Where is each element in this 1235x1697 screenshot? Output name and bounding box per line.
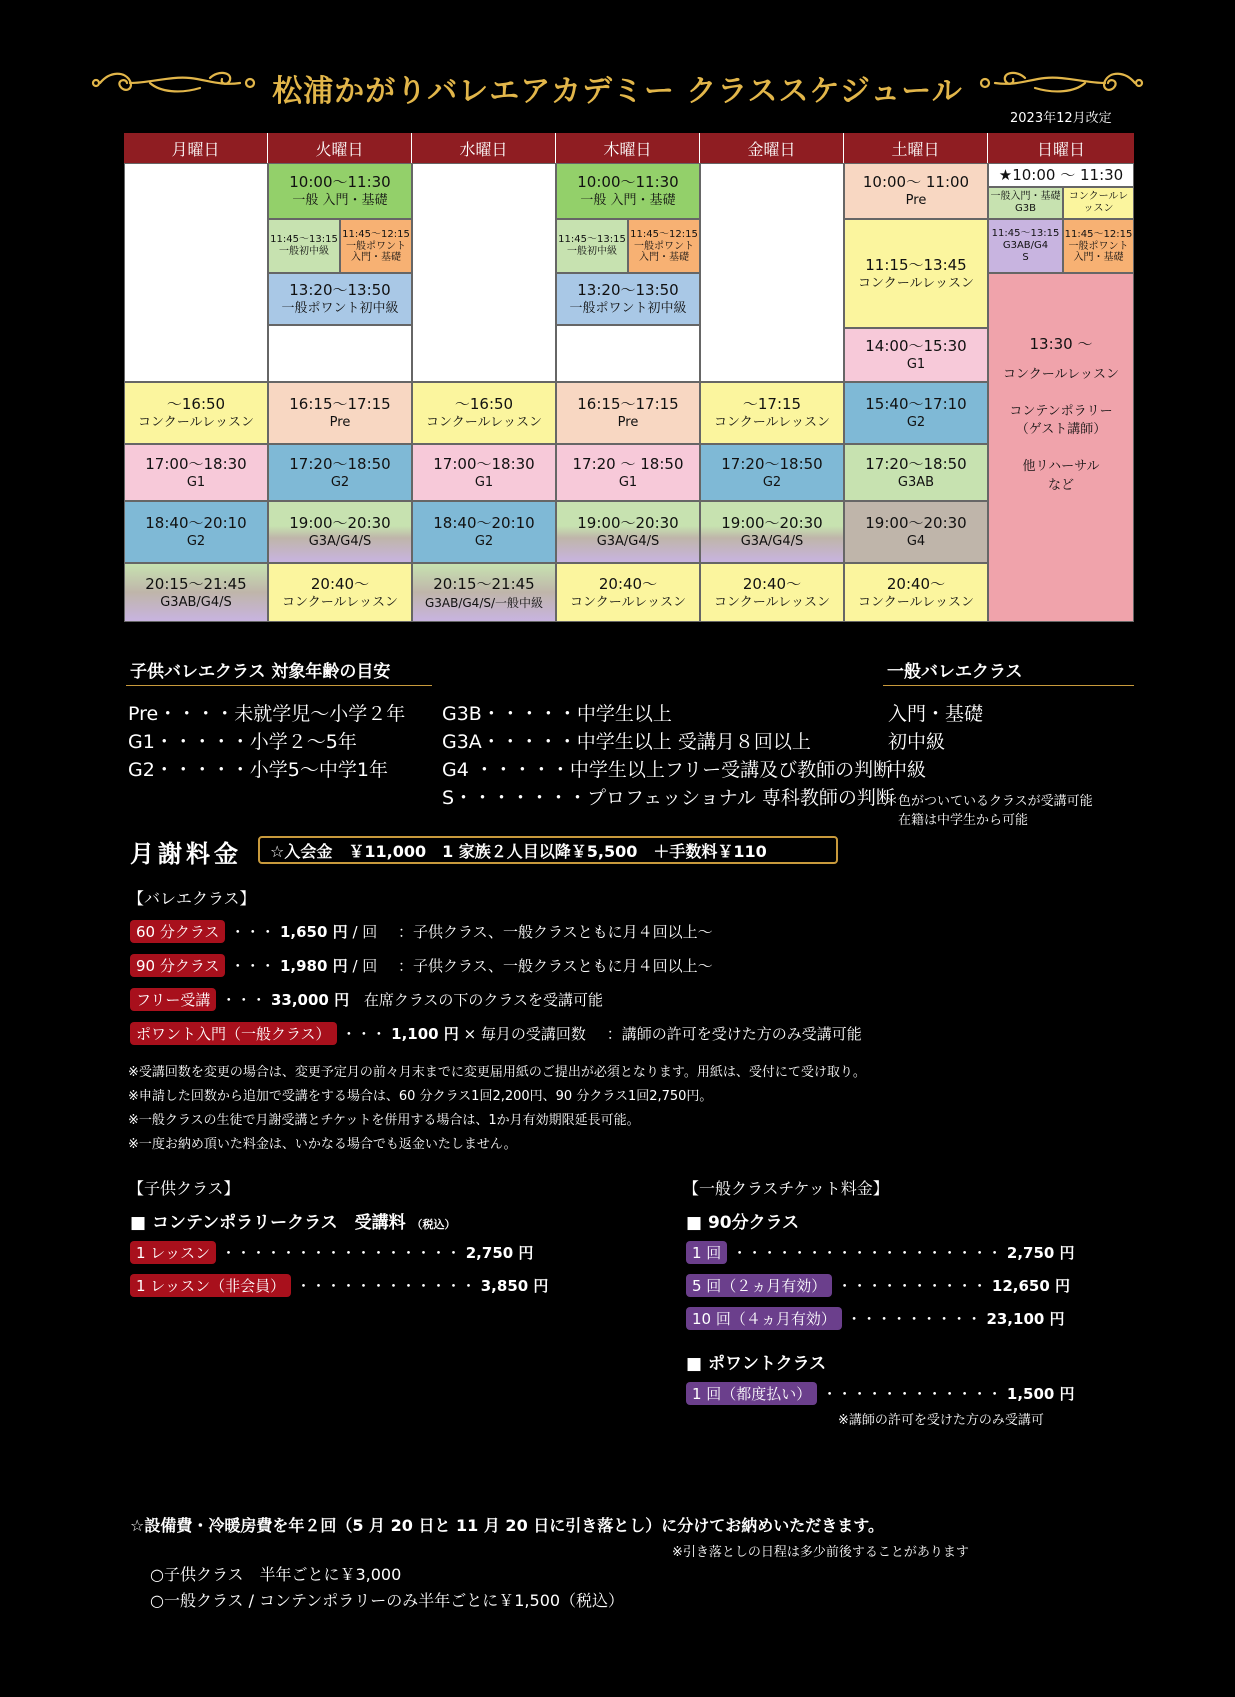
ticket-tag: 1 回 xyxy=(686,1241,727,1264)
kids-fee-row-1 xyxy=(130,1241,533,1264)
fri-class-1 xyxy=(700,382,844,444)
sat-class-b xyxy=(844,219,988,328)
ticket-price: 23,100 円 xyxy=(986,1310,1065,1328)
fee-note: ※一度お納め頂いた料金は、いかなる場合でも返金いたしません。 xyxy=(128,1137,517,1152)
ticket-price: 2,750 円 xyxy=(1006,1244,1075,1262)
class-time: ★10:00 ～ 11:30 xyxy=(998,165,1124,184)
ticket-tag: 10 回（４ヵ月有効） xyxy=(686,1307,842,1330)
ticket-note: ※講師の許可を受けた方のみ受講可 xyxy=(838,1413,1044,1428)
age-row: G3B・・・・・中学生以上 xyxy=(442,703,672,725)
day-header-thu: 木曜日 xyxy=(556,133,700,163)
kids-ages-left xyxy=(128,700,405,784)
fee-note: ※申請した回数から追加で受講をする場合は、60 分クラス1回2,200円、90 分クラス1回2,750円。 xyxy=(128,1089,713,1104)
thu-class-f xyxy=(556,501,700,563)
class-label: 一般ポワント初中級 xyxy=(569,301,687,317)
class-time: 11:45～13:15 xyxy=(270,234,338,245)
tue-class-b1 xyxy=(268,219,340,273)
adult-title: 一般バレエクラス xyxy=(887,662,1023,682)
mon-class-2 xyxy=(124,444,268,501)
tue-class-d xyxy=(268,382,412,444)
class-label-3: コンテンポラリー xyxy=(1009,403,1113,419)
ticket-row-3 xyxy=(686,1307,1065,1330)
class-label: G2 xyxy=(186,534,206,550)
class-label-2: 入門・基礎 xyxy=(1073,252,1124,263)
class-time: 20:40～ xyxy=(886,574,946,593)
class-time: ～17:15 xyxy=(742,395,802,414)
age-row: S・・・・・・・プロフェッショナル 専科教師の判断 xyxy=(442,787,895,809)
entry-fee-box: ☆入会金 ￥11,000 1 家族２人目以降￥5,500 ＋手数料￥110 xyxy=(258,836,838,864)
class-time: 17:20～18:50 xyxy=(289,454,391,473)
class-label: G3AB/G4 xyxy=(1002,240,1049,251)
kids-class-heading: 【子供クラス】 xyxy=(128,1179,240,1198)
fee-tag: 1 レッスン（非会員） xyxy=(130,1274,291,1297)
fee-tag: フリー受講 xyxy=(130,988,216,1011)
class-time: 17:00～18:30 xyxy=(145,454,247,473)
mon-class-3 xyxy=(124,501,268,563)
adult-level: 中級 xyxy=(888,759,927,781)
sun-class-a2 xyxy=(1063,187,1134,219)
right-ornament-icon xyxy=(975,66,1145,100)
sun-class-b2 xyxy=(1063,219,1134,273)
adult-level: 入門・基礎 xyxy=(888,703,984,725)
fee-row-pointe xyxy=(130,1022,862,1045)
thu-class-c xyxy=(556,273,700,325)
class-label: コンクールレッスン xyxy=(857,275,975,291)
fri-class-2 xyxy=(700,444,844,501)
class-time: 16:15～17:15 xyxy=(289,395,391,414)
wed-class-1 xyxy=(412,382,556,444)
mon-class-4 xyxy=(124,563,268,622)
tue-class-e xyxy=(268,444,412,501)
fee-note: ※受講回数を変更の場合は、変更予定月の前々月末までに変更届用紙のご提出が必須となります。用紙は、受付にて受け取り。 xyxy=(128,1065,866,1080)
fri-class-4 xyxy=(700,563,844,622)
fee-tag: ポワント入門（一般クラス） xyxy=(130,1022,337,1045)
class-label: 一般ポワント xyxy=(346,240,406,252)
age-row: Pre・・・・未就学児～小学２年 xyxy=(128,703,406,725)
ticket-tag: 5 回（２ヵ月有効） xyxy=(686,1274,832,1297)
wed-empty xyxy=(412,163,556,382)
class-label: 一般初中級 xyxy=(567,246,617,257)
class-label: G3A/G4/S xyxy=(308,534,372,550)
age-row: G2・・・・・小学5～中学1年 xyxy=(128,759,388,781)
wed-class-3 xyxy=(412,501,556,563)
fee-price: 1,650 円 xyxy=(279,923,348,941)
class-time: 13:20～13:50 xyxy=(577,281,679,300)
class-label: G3A/G4/S xyxy=(596,534,660,550)
sun-class-a xyxy=(988,163,1134,187)
facility-note: ※引き落としの日程は多少前後することがあります xyxy=(672,1545,969,1560)
class-label-2: G3B xyxy=(1015,203,1036,214)
ticket-row-1 xyxy=(686,1241,1075,1264)
sat-class-g xyxy=(844,563,988,622)
adult-note-1: ＊色がついているクラスが受講可能 xyxy=(885,794,1093,809)
mon-empty xyxy=(124,163,268,382)
fee-unit: / 回 xyxy=(352,957,378,975)
class-label: G4 xyxy=(906,534,926,550)
facility-item: ○子供クラス 半年ごとに￥3,000 xyxy=(150,1565,402,1584)
class-label: G1 xyxy=(906,357,926,373)
fri-empty xyxy=(700,163,844,382)
class-time: 10:00～11:30 xyxy=(577,173,679,192)
fee-notes xyxy=(128,1061,1128,1157)
ticket-dots: ・・・・・・・・・・・・・・・・・・ xyxy=(732,1244,1003,1262)
fee-price: 1,980 円 xyxy=(279,957,348,975)
class-label-5: 他リハーサル xyxy=(1022,459,1100,475)
class-time: 19:00～20:30 xyxy=(577,514,679,533)
class-time: 14:00～15:30 xyxy=(865,337,967,356)
ticket-heading: 【一般クラスチケット料金】 xyxy=(683,1179,889,1198)
class-time: 20:40～ xyxy=(310,574,370,593)
class-label-2: S xyxy=(1022,252,1029,263)
kids-fee-row-2 xyxy=(130,1274,548,1297)
class-time: 15:40～17:10 xyxy=(865,395,967,414)
class-label: G2 xyxy=(762,474,782,490)
fee-desc: 在席クラスの下のクラスを受講可能 xyxy=(363,991,603,1009)
fee-row-free xyxy=(130,988,603,1011)
thu-class-d xyxy=(556,382,700,444)
class-label: コンクールレッスン xyxy=(281,594,399,610)
kids-class-sub-title: ■ コンテンポラリークラス 受講料 xyxy=(130,1213,406,1233)
fee-dots: ・・・ xyxy=(341,1025,387,1043)
sat-class-c xyxy=(844,328,988,382)
revision-date: 2023年12月改定 xyxy=(1010,111,1112,126)
day-header-sun: 日曜日 xyxy=(988,133,1134,163)
tue-class-b2 xyxy=(340,219,412,273)
class-time: 17:20～18:50 xyxy=(865,454,967,473)
class-label-6: など xyxy=(1047,478,1074,494)
class-label: Pre xyxy=(617,415,639,431)
class-label-2: 入門・基礎 xyxy=(351,252,401,263)
fee-dots: ・・・・・・・・・・・・ xyxy=(295,1277,476,1295)
adult-underline xyxy=(883,685,1134,686)
class-time: 20:15～21:45 xyxy=(433,575,535,594)
wed-class-2 xyxy=(412,444,556,501)
class-time: 11:15～13:45 xyxy=(865,255,967,274)
ticket-dots: ・・・・・・・・・・・・ xyxy=(822,1385,1003,1403)
sat-class-a xyxy=(844,163,988,219)
ticket-price: 1,500 円 xyxy=(1006,1385,1075,1403)
age-row: G1・・・・・小学２～5年 xyxy=(128,731,357,753)
class-time: 19:00～20:30 xyxy=(289,514,391,533)
class-label: Pre xyxy=(329,415,351,431)
fee-price: 33,000 円 xyxy=(270,991,350,1009)
sat-class-f xyxy=(844,501,988,563)
facility-item: ○一般クラス / コンテンポラリーのみ半年ごとに￥1,500（税込） xyxy=(150,1591,625,1610)
fee-note: ※一般クラスの生徒で月謝受講とチケットを併用する場合は、1か月有効期限延長可能。 xyxy=(128,1113,640,1128)
kids-ages-title: 子供バレエクラス 対象年齢の目安 xyxy=(130,662,391,682)
fee-row-60 xyxy=(130,920,713,943)
thu-class-b1 xyxy=(556,219,628,273)
day-header-mon: 月曜日 xyxy=(124,133,268,163)
ticket-sub-2: ■ ポワントクラス xyxy=(686,1354,827,1374)
ticket-price: 12,650 円 xyxy=(991,1277,1070,1295)
class-label: コンクールレッスン xyxy=(137,415,255,431)
class-label-4: （ゲスト講師） xyxy=(1015,422,1107,438)
class-label: コンクールレッスン xyxy=(569,594,687,610)
fee-price: 1,100 円 xyxy=(391,1025,459,1043)
fee-tag: 1 レッスン xyxy=(130,1241,216,1264)
class-time: 19:00～20:30 xyxy=(721,514,823,533)
fee-tag: 90 分クラス xyxy=(130,954,225,977)
tue-class-f xyxy=(268,501,412,563)
class-label: G2 xyxy=(906,415,926,431)
class-label: コンクールレッスン xyxy=(1002,366,1120,382)
facility-text: ☆設備費・冷暖房費を年２回（5 月 20 日と 11 月 20 日に引き落とし）に分けてお納めいただきます。 xyxy=(130,1516,884,1535)
sun-class-a1 xyxy=(988,187,1063,219)
class-label: 一般ポワント xyxy=(1068,240,1129,252)
class-label: G3AB xyxy=(897,474,935,490)
ticket-sub-1: ■ 90分クラス xyxy=(686,1213,800,1233)
fee-row-90 xyxy=(130,954,713,977)
class-label: 一般 入門・基礎 xyxy=(580,193,676,209)
fee-dots: ・・・ xyxy=(230,957,276,975)
tue-class-c xyxy=(268,273,412,325)
thu-class-a xyxy=(556,163,700,219)
class-label: G3AB/G4/S xyxy=(160,594,232,610)
sat-class-d xyxy=(844,382,988,444)
ticket-row-pointe xyxy=(686,1382,1075,1405)
fee-price: 3,850 円 xyxy=(480,1277,549,1295)
class-label: G3AB/G4/S/一般中級 xyxy=(424,595,544,610)
thu-class-g xyxy=(556,563,700,622)
class-time: 18:40～20:10 xyxy=(433,514,535,533)
class-time: 17:20 ～ 18:50 xyxy=(572,454,684,473)
class-label: G2 xyxy=(330,474,350,490)
adult-level: 初中級 xyxy=(888,731,946,753)
class-label: 一般入門・基礎 xyxy=(990,191,1061,202)
class-time: 19:00～20:30 xyxy=(865,514,967,533)
sat-class-e xyxy=(844,444,988,501)
age-row: G3A・・・・・中学生以上 受講月８回以上 xyxy=(442,731,811,753)
class-label: G3A/G4/S xyxy=(740,534,804,550)
class-time: 10:00～ 11:00 xyxy=(862,173,970,192)
fri-class-3 xyxy=(700,501,844,563)
class-label: コンクールレッスン xyxy=(713,415,831,431)
adult-levels xyxy=(888,700,983,784)
fee-price: 2,750 円 xyxy=(465,1244,534,1262)
class-label: 一般初中級 xyxy=(279,246,329,257)
class-label-2: 入門・基礎 xyxy=(639,252,689,263)
tue-class-g xyxy=(268,563,412,622)
fee-unit: / 回 xyxy=(352,923,378,941)
class-label: コンクールレッスン xyxy=(857,594,975,610)
class-label: コンクールレッスン xyxy=(713,594,831,610)
day-header-fri: 金曜日 xyxy=(700,133,844,163)
class-time: 20:40～ xyxy=(742,574,802,593)
adult-note-2: 在籍は中学生から可能 xyxy=(898,813,1029,828)
day-header-wed: 水曜日 xyxy=(412,133,556,163)
class-time: 11:45～13:15 xyxy=(991,228,1060,239)
day-header-sat: 土曜日 xyxy=(844,133,988,163)
class-time: 11:45～12:15 xyxy=(1064,228,1133,240)
fee-tag: 60 分クラス xyxy=(130,920,225,943)
kids-class-sub-small: （税込） xyxy=(411,1218,456,1231)
wed-class-4 xyxy=(412,563,556,622)
mon-class-1 xyxy=(124,382,268,444)
class-time: 16:15～17:15 xyxy=(577,395,679,414)
fee-unit: × 毎月の受講回数 xyxy=(463,1025,586,1043)
class-label: G1 xyxy=(618,474,638,490)
class-label: 一般ポワント初中級 xyxy=(281,301,399,317)
class-time: ～16:50 xyxy=(454,395,514,414)
fee-dots: ・・・・・・・・・・・・・・・・ xyxy=(220,1244,461,1262)
kids-class-sub xyxy=(130,1208,456,1233)
class-time: 17:00～18:30 xyxy=(433,454,535,473)
age-row: G4 ・・・・・中学生以上フリー受講及び教師の判断 xyxy=(442,759,893,781)
class-time: 20:40～ xyxy=(598,574,658,593)
ticket-dots: ・・・・・・・・・・ xyxy=(837,1277,988,1295)
class-label: 一般 入門・基礎 xyxy=(292,193,388,209)
fee-desc: ：子供クラス、一般クラスともに月４回以上～ xyxy=(398,923,713,941)
fee-dots: ・・・ xyxy=(230,923,276,941)
class-label: G1 xyxy=(474,474,494,490)
thu-empty xyxy=(556,325,700,382)
class-time: 20:15～21:45 xyxy=(145,574,247,593)
tue-class-a xyxy=(268,163,412,219)
ballet-heading: 【バレエクラス】 xyxy=(128,889,256,908)
class-label: G1 xyxy=(186,474,206,490)
class-time: ～16:50 xyxy=(166,395,226,414)
kids-ages-right xyxy=(442,700,895,812)
thu-class-e xyxy=(556,444,700,501)
class-time: 10:00～11:30 xyxy=(289,173,391,192)
class-time: 13:30 ～ xyxy=(1029,335,1093,353)
ticket-row-2 xyxy=(686,1274,1070,1297)
class-time: 13:20～13:50 xyxy=(289,281,391,300)
class-time: 11:45～12:15 xyxy=(342,228,410,240)
class-label: 一般ポワント xyxy=(634,240,694,252)
sun-class-b1 xyxy=(988,219,1063,273)
class-time: 11:45～12:15 xyxy=(630,228,698,240)
class-label: G2 xyxy=(474,534,494,550)
class-label: Pre xyxy=(905,193,927,209)
facility-items xyxy=(150,1562,624,1614)
class-label: コンクールレッスン xyxy=(1068,191,1129,214)
sun-class-c xyxy=(988,273,1134,622)
day-header-tue: 火曜日 xyxy=(268,133,412,163)
thu-class-b2 xyxy=(628,219,700,273)
fee-dots: ・・・ xyxy=(221,991,267,1009)
class-time: 17:20～18:50 xyxy=(721,454,823,473)
fees-title: 月謝料金 xyxy=(130,840,242,868)
kids-ages-underline xyxy=(126,685,432,686)
ticket-tag: 1 回（都度払い） xyxy=(686,1382,817,1405)
class-time: 11:45～13:15 xyxy=(558,234,626,245)
fee-desc: ：子供クラス、一般クラスともに月４回以上～ xyxy=(398,957,713,975)
tue-empty xyxy=(268,325,412,382)
schedule-table xyxy=(124,133,1134,623)
fee-desc: ：講師の許可を受けた方のみ受講可能 xyxy=(606,1025,862,1043)
class-time: 18:40～20:10 xyxy=(145,514,247,533)
ticket-dots: ・・・・・・・・・ xyxy=(846,1310,982,1328)
page-title: 松浦かがりバレエアカデミー クラススケジュール xyxy=(272,74,963,109)
class-label: コンクールレッスン xyxy=(425,415,543,431)
